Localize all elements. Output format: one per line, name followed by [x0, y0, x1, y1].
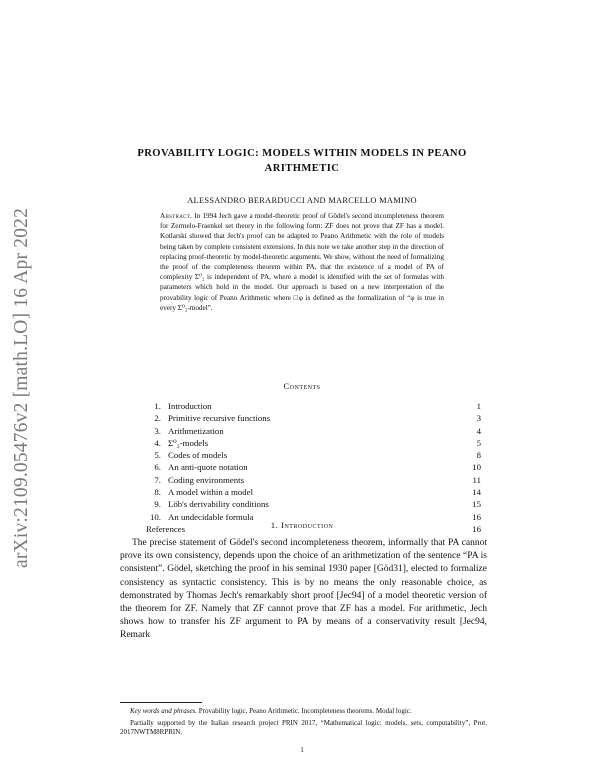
toc-entry-page: 16 — [472, 523, 481, 534]
page-number: 1 — [300, 746, 304, 754]
table-of-contents — [146, 400, 481, 535]
footnotes — [120, 707, 487, 740]
toc-entry-page: 15 — [472, 499, 481, 510]
toc-entry-page: 5 — [476, 437, 481, 448]
toc-entry-number: 5. — [154, 450, 161, 461]
title-line-1: PROVABILITY LOGIC: MODELS WITHIN MODELS IN PEANO — [137, 148, 467, 159]
keywords-text: Provability logic, Peano Arithmetic. Incompleteness theorems. Modal logic. — [197, 707, 412, 715]
section-heading-introduction: 1. Introduction — [270, 520, 334, 530]
arxiv-identifier-stamp: arXiv:2109.05476v2 [math.LO] 16 Apr 2022 — [11, 207, 32, 568]
toc-entry-page: 3 — [476, 413, 481, 424]
toc-entry-page: 11 — [472, 474, 481, 485]
toc-entry[interactable] — [146, 461, 481, 473]
toc-entry-title: A model within a model — [168, 487, 254, 498]
paper-title — [117, 146, 487, 176]
toc-entry-number: 9. — [154, 499, 161, 510]
toc-entry-page: 4 — [476, 425, 481, 436]
toc-entry[interactable] — [146, 498, 481, 510]
toc-entry-page: 14 — [472, 487, 481, 498]
toc-entry-title: An undecidable formula — [168, 511, 254, 522]
toc-entry-title: Coding environments — [168, 474, 244, 485]
toc-entry-number: 7. — [154, 474, 161, 485]
toc-entry-title: Primitive recursive functions — [168, 413, 271, 424]
toc-entry-title: References — [146, 523, 186, 534]
toc-entry[interactable] — [146, 400, 481, 412]
keywords-footnote — [120, 707, 487, 717]
contents-heading: Contents — [283, 381, 321, 391]
toc-entry[interactable] — [146, 474, 481, 486]
toc-entry[interactable] — [146, 425, 481, 437]
toc-entry-number: 10. — [150, 511, 161, 522]
toc-entry[interactable] — [146, 437, 481, 449]
toc-entry-title: Introduction — [168, 401, 212, 411]
intro-paragraph: The precise statement of Gödel's second incompleteness theorem, informally that PA cannot prove its own consistency, depends upon the choice of an arithmetization of the sentence “PA is consistent”. Gödel, sketching the proof in his seminal 1930 paper [Göd31], elected to formalize consistency as syntactic consistency. This is by no means the only reasonable choice, as demonstrated by Thomas Jech's remarkably short proof [Jec94] of a model theoretic version of the theorem for ZF. Namely that ZF cannot prove that ZF has a model. For arithmetic, Jech shows how to transfer his ZF argument to PA by means of a conservativity result [Jec94, Remark — [120, 538, 487, 641]
toc-entry-number: 4. — [154, 437, 161, 448]
toc-entry-title: Arithmetization — [168, 425, 224, 436]
toc-entry-title: Löb's derivability conditions — [168, 499, 269, 510]
toc-entry-number: 8. — [154, 487, 161, 498]
toc-entry-page: 16 — [472, 511, 481, 522]
abstract-heading: Abstract. — [160, 212, 193, 220]
toc-entry[interactable] — [146, 486, 481, 498]
support-footnote: Partially supported by the Italian research project PRIN 2017, “Mathematical logic: models, sets, computability”, Prot. 2017NWTM8RPRIN. — [120, 718, 487, 737]
toc-entry-number: 3. — [154, 425, 161, 436]
toc-entry-number: 1. — [154, 401, 161, 411]
toc-entry-page: 1 — [476, 401, 481, 411]
title-line-2: ARITHMETIC — [264, 163, 340, 174]
toc-entry[interactable] — [146, 449, 481, 461]
abstract — [160, 211, 444, 313]
abstract-text: In 1994 Jech gave a model-theoretic proof of Gödel's second incompleteness theorem for Zermelo-Fraenkel set theory in the following form: ZF does not prove that ZF has a model. Kotlarski showed that Jech's proof can be adapted to Peano Arithmetic with the role of models being taken by complete consistent extensions. In this note we take another step in the direction of replacing proof-theoretic by model-theoretic arguments. We show, without the need of formalizing the proof of the completeness theorem within PA, that the existence of a model of PA of complexity Σ⁰₂ is independent of PA, where a model is identified with the set of formulas with parameters which hold in the model. Our approach is based on a new interpretation of the provability logic of Peano Arithmetic where □φ is defined as the formalization of “φ is true in every Σ⁰₂-model”. — [160, 212, 444, 312]
toc-entry-page: 8 — [476, 450, 481, 461]
toc-entry-number: 6. — [154, 462, 161, 473]
toc-entry-page: 10 — [472, 462, 481, 473]
toc-entry-number: 2. — [154, 413, 161, 424]
authors: ALESSANDRO BERARDUCCI AND MARCELLO MAMINO — [187, 196, 417, 205]
toc-entry[interactable] — [146, 412, 481, 424]
toc-entry-title: Σ⁰₂-models — [168, 437, 209, 448]
keywords-label: Key words and phrases. — [130, 707, 198, 715]
toc-entry-title: An anti-quote notation — [168, 462, 248, 473]
toc-entry-title: Codes of models — [168, 450, 228, 461]
footnote-rule — [120, 702, 202, 703]
